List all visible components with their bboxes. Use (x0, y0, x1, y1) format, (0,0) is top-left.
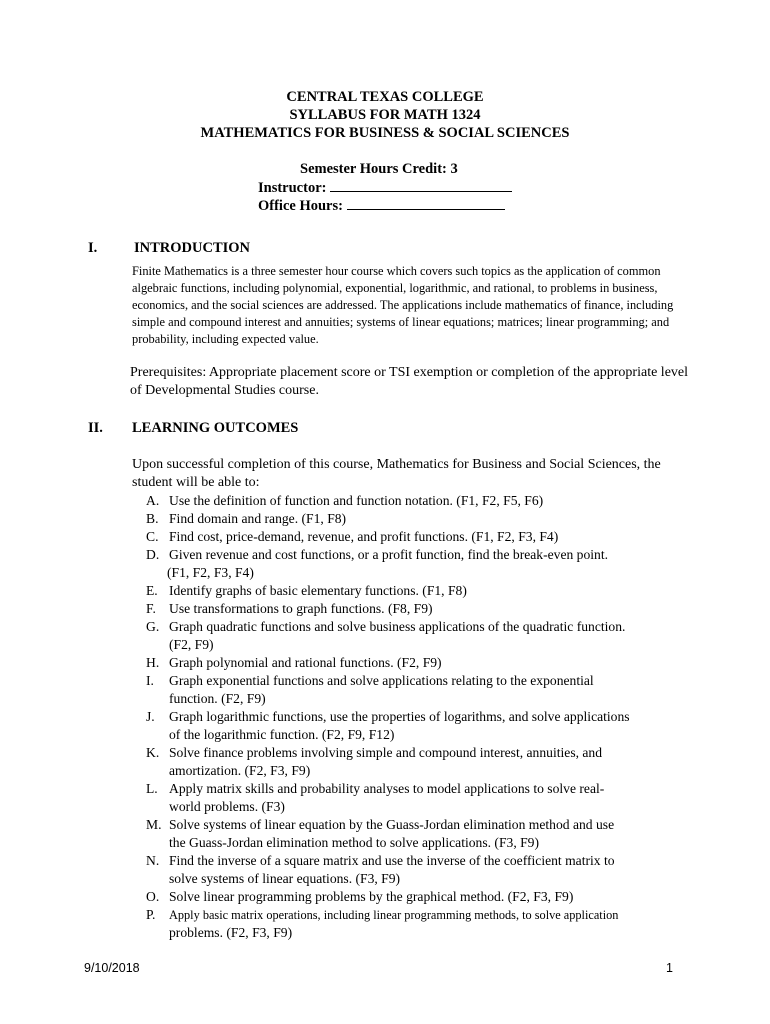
office-hours-blank (347, 196, 505, 210)
course-description: Finite Mathematics is a three semester hour course which covers such topics as the application of common algebraic functions, including polynomial, exponential, logarithmic, and rational, to problems in business, economics, and the social sciences are addressed. The applications include mathematics of finance, including simple and compound interest and annuities; systems of linear equations; matrices; linear programming; and probability, including expected value. (132, 264, 674, 346)
section-1-title: INTRODUCTION (134, 240, 251, 256)
list-item (146, 654, 686, 672)
list-text: Find domain and range. (F1, F8) (169, 511, 347, 526)
list-letter: E. (146, 583, 158, 598)
list-text: Apply basic matrix operations, including linear programming methods, to solve application (169, 908, 619, 922)
office-hours-line (258, 196, 505, 215)
list-text-continued: the Guass-Jordan elimination method to solve applications. (F3, F9) (169, 835, 539, 850)
list-item (146, 510, 686, 528)
course-title: MATHEMATICS FOR BUSINESS & SOCIAL SCIENCES (200, 125, 570, 141)
list-item (146, 672, 686, 708)
list-text-continued: function. (F2, F9) (169, 691, 266, 706)
list-text: Graph logarithmic functions, use the properties of logarithms, and solve applications (169, 709, 630, 724)
list-item (146, 888, 686, 906)
list-text: Graph exponential functions and solve applications relating to the exponential (169, 673, 594, 688)
list-item (146, 906, 686, 942)
syllabus-title: SYLLABUS FOR MATH 1324 (289, 107, 481, 123)
list-text: Given revenue and cost functions, or a profit function, find the break-even point. (169, 547, 609, 562)
list-letter: K. (146, 745, 160, 760)
instructor-blank (330, 178, 512, 192)
outcomes-intro: Upon successful completion of this course, Mathematics for Business and Social Sciences, the student will be able to: (132, 457, 661, 490)
list-letter: C. (146, 529, 159, 544)
list-text: Identify graphs of basic elementary functions. (F1, F8) (169, 583, 467, 598)
list-text: Graph quadratic functions and solve business applications of the quadratic function. (169, 619, 626, 634)
list-text: Solve systems of linear equation by the Guass-Jordan elimination method and use (169, 817, 615, 832)
list-item (146, 546, 686, 582)
list-item (146, 816, 686, 852)
list-item (146, 528, 686, 546)
list-item (146, 618, 686, 654)
list-letter: J. (146, 709, 155, 724)
list-letter: O. (146, 889, 160, 904)
list-text: Solve linear programming problems by the graphical method. (F2, F3, F9) (169, 889, 574, 904)
office-hours-label: Office Hours: (258, 198, 343, 214)
list-item (146, 600, 686, 618)
list-text: Use transformations to graph functions. (F8, F9) (169, 601, 433, 616)
instructor-label: Instructor: (258, 180, 327, 196)
list-letter: D. (146, 547, 160, 562)
college-name: CENTRAL TEXAS COLLEGE (286, 89, 484, 105)
section-1-number: I. (88, 240, 98, 256)
list-text-continued: (F1, F2, F3, F4) (167, 565, 254, 580)
list-letter: F. (146, 601, 156, 616)
list-letter: G. (146, 619, 160, 634)
list-text: Find the inverse of a square matrix and use the inverse of the coefficient matrix to (169, 853, 615, 868)
list-text-continued: (F2, F9) (169, 637, 214, 652)
prerequisites: Prerequisites: Appropriate placement score or TSI exemption or completion of the appropriate level of Developmental Studies course. (130, 365, 689, 398)
list-letter: H. (146, 655, 160, 670)
list-letter: I. (146, 673, 154, 688)
list-item (146, 780, 686, 816)
footer-date: 9/10/2018 (84, 961, 140, 975)
list-item (146, 582, 686, 600)
list-text: Apply matrix skills and probability analyses to model applications to solve real- (169, 781, 605, 796)
page-number: 1 (666, 961, 673, 975)
list-letter: M. (146, 817, 162, 832)
list-text-continued: amortization. (F2, F3, F9) (169, 763, 311, 778)
semester-hours-credit: Semester Hours Credit: 3 (300, 161, 458, 177)
list-letter: A. (146, 493, 160, 508)
list-text-continued: of the logarithmic function. (F2, F9, F12) (169, 727, 395, 742)
list-letter: N. (146, 853, 160, 868)
list-letter: L. (146, 781, 158, 796)
list-text-continued: world problems. (F3) (169, 799, 285, 814)
section-2-number: II. (88, 420, 103, 436)
list-text: Solve finance problems involving simple and compound interest, annuities, and (169, 745, 603, 760)
list-letter: P. (146, 907, 156, 922)
list-item (146, 708, 686, 744)
list-text: Find cost, price-demand, revenue, and profit functions. (F1, F2, F3, F4) (169, 529, 559, 544)
instructor-line (258, 178, 512, 197)
list-letter: B. (146, 511, 159, 526)
list-text: Use the definition of function and function notation. (F1, F2, F5, F6) (169, 493, 544, 508)
list-text: Graph polynomial and rational functions. (F2, F9) (169, 655, 442, 670)
list-item (146, 492, 686, 510)
list-item (146, 852, 686, 888)
list-text-continued: solve systems of linear equations. (F3, F9) (169, 871, 401, 886)
list-item (146, 744, 686, 780)
list-text-continued: problems. (F2, F3, F9) (169, 925, 293, 940)
section-2-title: LEARNING OUTCOMES (132, 420, 299, 436)
